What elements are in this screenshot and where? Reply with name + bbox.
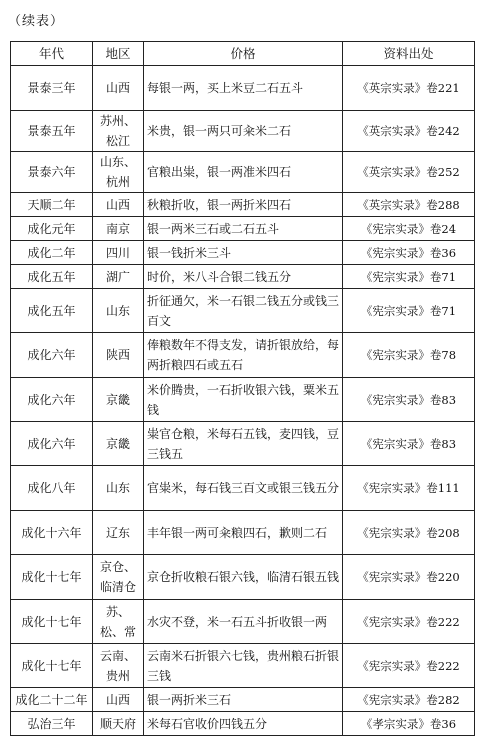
cell-source: 《英宗实录》卷288: [343, 193, 475, 217]
cell-year: 成化二年: [11, 241, 93, 265]
table-row: [11, 152, 475, 193]
cell-source: 《宪宗实录》卷220: [343, 555, 475, 600]
cell-region: 南京: [93, 217, 144, 241]
grain-price-table: [10, 41, 475, 736]
cell-price: 俸粮数年不得支发，请折银放给，每两折粮四石或五石: [144, 333, 343, 378]
cell-year: 成化元年: [11, 217, 93, 241]
cell-region: 山东、杭州: [93, 152, 144, 193]
table-row: [11, 511, 475, 555]
cell-source: 《宪宗实录》卷222: [343, 600, 475, 644]
cell-price: 银一钱折米三斗: [144, 241, 343, 265]
cell-year: 成化五年: [11, 265, 93, 289]
cell-region: 辽东: [93, 511, 144, 555]
cell-source: 《宪宗实录》卷36: [343, 241, 475, 265]
table-row: [11, 241, 475, 265]
cell-year: 成化六年: [11, 422, 93, 466]
table-row: [11, 289, 475, 333]
header-source: 资料出处: [343, 42, 475, 66]
cell-price: 时价，米八斗合银二钱五分: [144, 265, 343, 289]
cell-price: 每银一两，买上米豆二石五斗: [144, 66, 343, 111]
table-row: [11, 217, 475, 241]
table-row: [11, 688, 475, 712]
table-row: [11, 600, 475, 644]
table-row: [11, 193, 475, 217]
cell-region: 山东: [93, 289, 144, 333]
table-row: [11, 644, 475, 688]
table-body: [11, 66, 475, 736]
cell-price: 粜官仓粮，米每石五钱，麦四钱，豆三钱五: [144, 422, 343, 466]
cell-source: 《英宗实录》卷242: [343, 111, 475, 152]
cell-source: 《宪宗实录》卷71: [343, 265, 475, 289]
cell-price: 米每石官收价四钱五分: [144, 712, 343, 736]
cell-source: 《孝宗实录》卷36: [343, 712, 475, 736]
cell-region: 京畿: [93, 378, 144, 422]
cell-price: 水灾不登，米一石五斗折收银一两: [144, 600, 343, 644]
cell-year: 景泰五年: [11, 111, 93, 152]
cell-year: 成化十七年: [11, 644, 93, 688]
cell-source: 《宪宗实录》卷24: [343, 217, 475, 241]
cell-price: 官粜米，每石钱三百文或银三钱五分: [144, 466, 343, 511]
cell-price: 云南米石折银六七钱，贵州粮石折银三钱: [144, 644, 343, 688]
cell-source: 《英宗实录》卷221: [343, 66, 475, 111]
cell-price: 官粮出粜，银一两准米四石: [144, 152, 343, 193]
cell-year: 成化十七年: [11, 600, 93, 644]
cell-year: 天顺二年: [11, 193, 93, 217]
cell-region: 苏州、松江: [93, 111, 144, 152]
cell-price: 秋粮折收，银一两折米四石: [144, 193, 343, 217]
cell-year: 成化六年: [11, 378, 93, 422]
table-row: [11, 466, 475, 511]
table-row: [11, 378, 475, 422]
cell-source: 《宪宗实录》卷83: [343, 422, 475, 466]
cell-region: 苏、松、常: [93, 600, 144, 644]
cell-year: 成化二十二年: [11, 688, 93, 712]
cell-year: 景泰六年: [11, 152, 93, 193]
cell-source: 《宪宗实录》卷222: [343, 644, 475, 688]
table-row: [11, 66, 475, 111]
cell-region: 湖广: [93, 265, 144, 289]
table-row: [11, 265, 475, 289]
table-header-row: [11, 42, 475, 66]
cell-year: 景泰三年: [11, 66, 93, 111]
table-row: [11, 333, 475, 378]
cell-region: 京畿: [93, 422, 144, 466]
header-year: 年代: [11, 42, 93, 66]
cell-source: 《宪宗实录》卷208: [343, 511, 475, 555]
cell-price: 银一两米三石或二石五斗: [144, 217, 343, 241]
cell-region: 京仓、临清仓: [93, 555, 144, 600]
cell-price: 银一两折米三石: [144, 688, 343, 712]
cell-region: 山西: [93, 688, 144, 712]
cell-price: 米贵，银一两只可籴米二石: [144, 111, 343, 152]
cell-region: 云南、贵州: [93, 644, 144, 688]
cell-region: 山西: [93, 66, 144, 111]
cell-source: 《宪宗实录》卷71: [343, 289, 475, 333]
cell-year: 弘治三年: [11, 712, 93, 736]
cell-price: 丰年银一两可籴粮四石，歉则二石: [144, 511, 343, 555]
cell-source: 《宪宗实录》卷282: [343, 688, 475, 712]
cell-source: 《宪宗实录》卷111: [343, 466, 475, 511]
cell-year: 成化六年: [11, 333, 93, 378]
cell-year: 成化十七年: [11, 555, 93, 600]
cell-region: 山东: [93, 466, 144, 511]
cell-year: 成化十六年: [11, 511, 93, 555]
cell-price: 京仓折收粮石银六钱，临清石银五钱: [144, 555, 343, 600]
cell-region: 顺天府: [93, 712, 144, 736]
cell-year: 成化五年: [11, 289, 93, 333]
cell-year: 成化八年: [11, 466, 93, 511]
table-row: [11, 422, 475, 466]
cell-source: 《宪宗实录》卷78: [343, 333, 475, 378]
header-price: 价格: [144, 42, 343, 66]
cell-price: 米价腾贵，一石折收银六钱，粟米五钱: [144, 378, 343, 422]
table-row: [11, 111, 475, 152]
table-row: [11, 712, 475, 736]
cell-price: 折征通欠，米一石银二钱五分或钱三百文: [144, 289, 343, 333]
cell-source: 《宪宗实录》卷83: [343, 378, 475, 422]
cell-region: 陕西: [93, 333, 144, 378]
cell-region: 四川: [93, 241, 144, 265]
cell-source: 《英宗实录》卷252: [343, 152, 475, 193]
cell-region: 山西: [93, 193, 144, 217]
header-region: 地区: [93, 42, 144, 66]
continued-table-label: （续表）: [8, 14, 65, 29]
table-row: [11, 555, 475, 600]
